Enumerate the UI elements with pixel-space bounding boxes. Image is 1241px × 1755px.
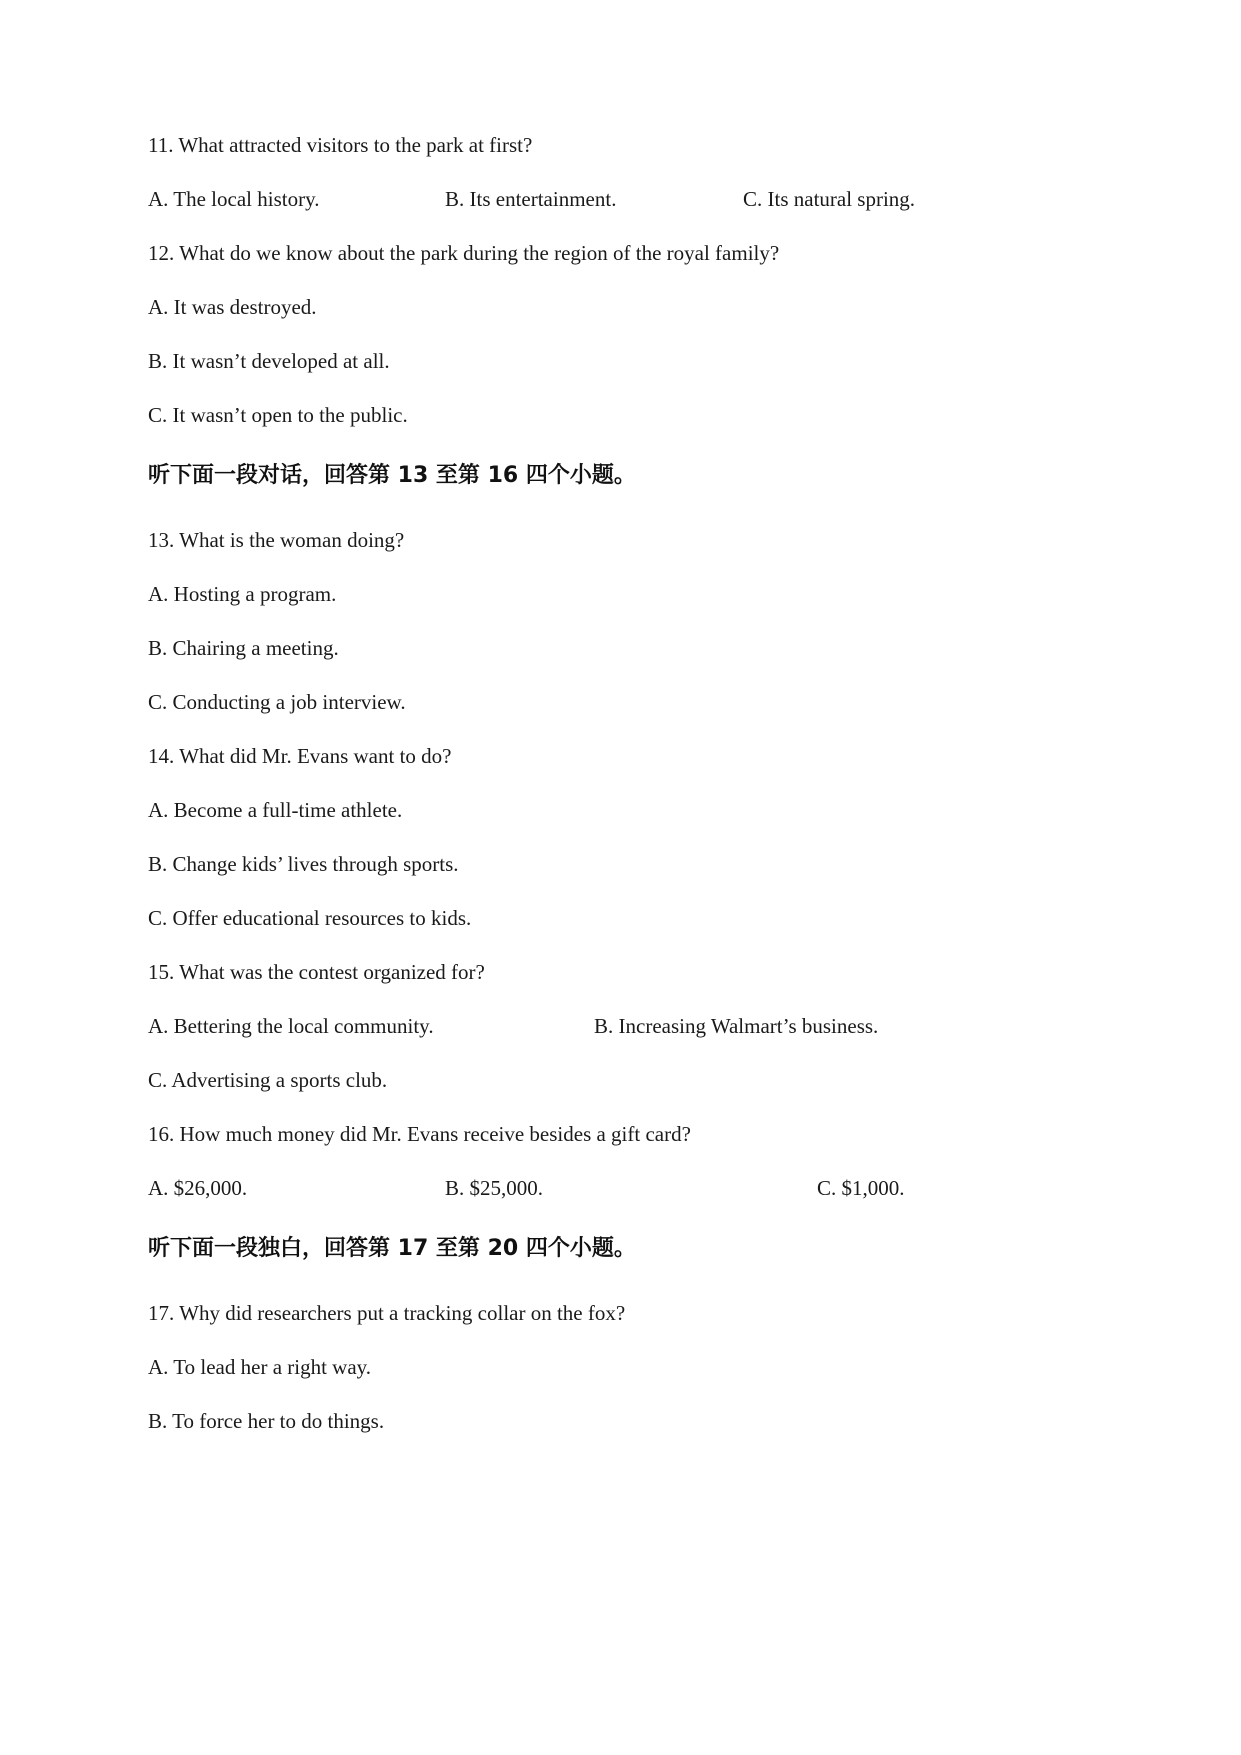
q12-option-b: B. It wasn’t developed at all.: [148, 349, 390, 373]
q11-option-b: B. Its entertainment.: [445, 187, 617, 211]
q13-option-a: A. Hosting a program.: [148, 582, 337, 606]
question-16-options: [148, 1175, 1148, 1201]
question-11-options: [148, 186, 1148, 212]
question-11: 11. What attracted visitors to the park at first?: [148, 133, 533, 157]
q15-option-c: C. Advertising a sports club.: [148, 1068, 388, 1092]
q16-option-c: C. $1,000.: [817, 1176, 905, 1200]
section-heading-13-16: 听下面一段对话，回答第 13 至第 16 四个小题。: [148, 463, 636, 488]
q14-option-a: A. Become a full-time athlete.: [148, 798, 403, 822]
question-15-options-row: [148, 1013, 1148, 1039]
q14-option-b: B. Change kids’ lives through sports.: [148, 852, 459, 876]
q16-option-b: B. $25,000.: [445, 1176, 544, 1200]
question-12: 12. What do we know about the park during the region of the royal family?: [148, 241, 780, 265]
q12-option-a: A. It was destroyed.: [148, 295, 317, 319]
q13-option-b: B. Chairing a meeting.: [148, 636, 339, 660]
q11-option-a: A. The local history.: [148, 187, 320, 211]
q17-option-a: A. To lead her a right way.: [148, 1355, 372, 1379]
question-13: 13. What is the woman doing?: [148, 528, 405, 552]
question-14: 14. What did Mr. Evans want to do?: [148, 744, 452, 768]
question-15: 15. What was the contest organized for?: [148, 960, 485, 984]
question-16: 16. How much money did Mr. Evans receive besides a gift card?: [148, 1122, 691, 1146]
q15-option-a: A. Bettering the local community.: [148, 1014, 434, 1038]
question-17: 17. Why did researchers put a tracking collar on the fox?: [148, 1301, 626, 1325]
section-heading-17-20: 听下面一段独白，回答第 17 至第 20 四个小题。: [148, 1236, 636, 1261]
q16-option-a: A. $26,000.: [148, 1176, 248, 1200]
q14-option-c: C. Offer educational resources to kids.: [148, 906, 472, 930]
q11-option-c: C. Its natural spring.: [743, 187, 916, 211]
q13-option-c: C. Conducting a job interview.: [148, 690, 406, 714]
q12-option-c: C. It wasn’t open to the public.: [148, 403, 408, 427]
q15-option-b: B. Increasing Walmart’s business.: [594, 1014, 879, 1038]
q17-option-b: B. To force her to do things.: [148, 1409, 385, 1433]
